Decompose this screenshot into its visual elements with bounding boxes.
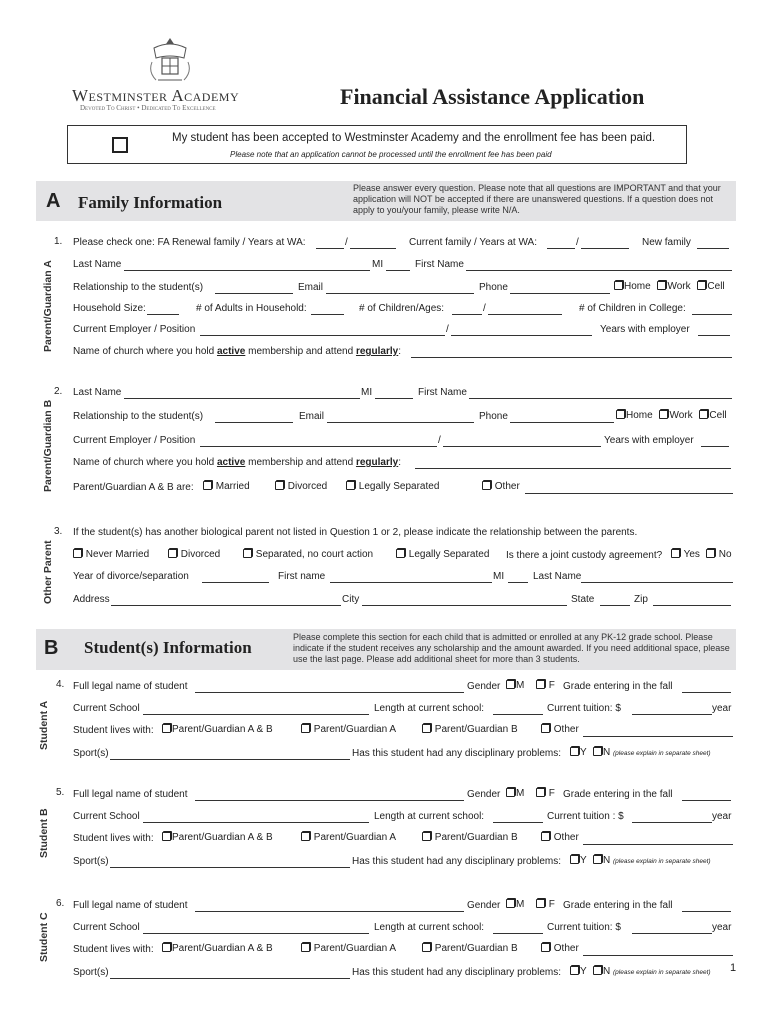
lives-a-checkbox-c[interactable] <box>301 943 310 952</box>
gender-m-label-a: M <box>516 680 525 691</box>
mi-label-b: MI <box>361 387 373 398</box>
first-name-field-b[interactable] <box>469 398 732 399</box>
children-label: # of Children/Ages: <box>359 303 445 314</box>
q-number-a: 4. <box>56 679 65 690</box>
discipline-label-c: Has this student had any disciplinary problems: <box>352 967 561 978</box>
marital-status-label: Parent/Guardian A & B are: <box>73 482 194 493</box>
mi-label-a: MI <box>372 259 384 270</box>
years-employer-field-b[interactable] <box>701 446 729 447</box>
city-label: City <box>342 594 360 605</box>
lives-ab-c[interactable] <box>162 943 273 954</box>
first-name-label-b: First Name <box>418 387 467 398</box>
school-field-b[interactable] <box>143 822 369 823</box>
custody-no-label: No <box>718 549 732 560</box>
other-first-label: First name <box>278 571 326 582</box>
gender-f-label-b: F <box>548 788 555 799</box>
position-field-a[interactable] <box>451 335 592 336</box>
disc-explain-b: (please explain in separate sheet) <box>613 858 711 865</box>
lives-ab-checkbox-b[interactable] <box>162 832 171 841</box>
email-label-a: Email <box>298 282 324 293</box>
lives-ab-checkbox-a[interactable] <box>162 724 171 733</box>
school-label-c: Current School <box>73 922 140 933</box>
relationship-label-a: Relationship to the student(s) <box>73 282 204 293</box>
gender-m-checkbox-b[interactable] <box>506 788 515 797</box>
full-name-label-b: Full legal name of student <box>73 789 188 800</box>
mi-field-b[interactable] <box>375 398 413 399</box>
full-name-field-b[interactable] <box>195 800 464 801</box>
lives-ab-label-c: Parent/Guardian A & B <box>172 943 273 954</box>
work-checkbox-a[interactable] <box>657 281 666 290</box>
gender-f-checkbox-b[interactable] <box>536 788 545 797</box>
label-student-b: Student B <box>38 808 50 858</box>
q1-check-label: Please check one: FA Renewal family / Years at WA: <box>73 237 306 248</box>
page-title: Financial Assistance Application <box>340 84 645 109</box>
disc-y-b[interactable] <box>570 855 587 866</box>
tuition-label-b: Current tuition : $ <box>547 811 624 822</box>
full-name-field-a[interactable] <box>195 692 464 693</box>
divorced-checkbox[interactable] <box>275 481 284 490</box>
disc-explain-a: (please explain in separate sheet) <box>613 750 711 757</box>
lives-ab-label-b: Parent/Guardian A & B <box>172 832 273 843</box>
lives-b-b[interactable] <box>422 832 518 843</box>
school-label-b: Current School <box>73 811 140 822</box>
church-label-a: Name of church where you hold active membership and attend regularly: <box>73 346 401 357</box>
section-b-note: Please complete this section for each child that is admitted or enrolled at any PK-12 grade school. Please indicate if the student receives any scholarship and the amount awarded. If you need additional space, please use the last page. Please add additional sheet for more than 3 students. <box>293 632 730 664</box>
church-label-b: Name of church where you hold active membership and attend regularly: <box>73 457 401 468</box>
sep-court-option[interactable] <box>243 549 373 560</box>
disc-n-label-c: N <box>603 966 611 977</box>
divorced-label: Divorced <box>287 481 328 492</box>
years-employer-field-a[interactable] <box>698 335 730 336</box>
gender-f-c[interactable] <box>536 899 555 910</box>
tuition-field-c[interactable] <box>632 933 712 934</box>
q3-number: 3. <box>54 526 63 537</box>
lives-other-field-b[interactable] <box>583 844 733 845</box>
phone-field-b[interactable] <box>510 422 614 423</box>
gender-m-checkbox-a[interactable] <box>506 680 515 689</box>
custody-label: Is there a joint custody agreement? <box>506 550 663 561</box>
grade-field-c[interactable] <box>682 911 731 912</box>
relationship-field-b[interactable] <box>215 422 293 423</box>
lives-other-a[interactable] <box>541 724 579 735</box>
full-name-field-c[interactable] <box>195 911 464 912</box>
children-field-b[interactable] <box>488 314 562 315</box>
discipline-label-a: Has this student had any disciplinary problems: <box>352 748 561 759</box>
lives-b-checkbox-c[interactable] <box>422 943 431 952</box>
first-name-label-a: First Name <box>415 259 464 270</box>
disc-n-c[interactable] <box>593 966 711 977</box>
lives-b-a[interactable] <box>422 724 518 735</box>
school-tagline: Devoted To Christ • Dedicated To Excellence <box>80 104 216 112</box>
last-name-label-b: Last Name <box>73 387 122 398</box>
phone-field-a[interactable] <box>510 293 610 294</box>
school-label-a: Current School <box>73 703 140 714</box>
lives-other-c[interactable] <box>541 943 579 954</box>
length-label-a: Length at current school: <box>374 703 485 714</box>
divorce-year-field[interactable] <box>202 582 269 583</box>
disc-n-checkbox-c[interactable] <box>593 966 602 975</box>
lives-label-a: Student lives with: <box>73 725 154 736</box>
tuition-field-a[interactable] <box>632 714 712 715</box>
sports-field-a[interactable] <box>110 759 350 760</box>
separated-checkbox[interactable] <box>346 481 355 490</box>
legal-sep-option[interactable] <box>396 549 489 560</box>
q-number-c: 6. <box>56 898 65 909</box>
legal-sep-label: Legally Separated <box>408 549 490 560</box>
adults-field[interactable] <box>311 314 344 315</box>
custody-yes-checkbox[interactable] <box>671 549 680 558</box>
sep-court-checkbox[interactable] <box>243 549 252 558</box>
current-family-label: Current family / Years at WA: <box>409 237 538 248</box>
section-a-header <box>36 181 736 221</box>
cell-checkbox-a[interactable] <box>697 281 706 290</box>
email-label-b: Email <box>299 411 325 422</box>
state-field[interactable] <box>600 605 630 606</box>
email-field-a[interactable] <box>326 293 474 294</box>
lives-ab-b[interactable] <box>162 832 273 843</box>
divorced-label-3: Divorced <box>180 549 221 560</box>
never-married-option[interactable] <box>73 549 149 560</box>
lives-ab-a[interactable] <box>162 724 273 735</box>
renewal-years-b[interactable] <box>350 248 396 249</box>
renewal-years-a[interactable] <box>316 248 344 249</box>
home-label-b: Home <box>626 410 653 421</box>
length-field-b[interactable] <box>493 822 543 823</box>
sports-field-c[interactable] <box>110 978 350 979</box>
section-a-title: Family Information <box>78 193 223 212</box>
discipline-label-b: Has this student had any disciplinary problems: <box>352 856 561 867</box>
lives-other-label-c: Other <box>553 943 579 954</box>
lives-other-checkbox-a[interactable] <box>541 724 550 733</box>
home-label-a: Home <box>624 281 651 292</box>
home-checkbox-b[interactable] <box>616 410 625 419</box>
phone-label-b: Phone <box>479 411 508 422</box>
length-label-b: Length at current school: <box>374 811 485 822</box>
enrollment-box <box>67 125 687 164</box>
sports-label-c: Sport(s) <box>73 967 109 978</box>
cell-checkbox-b[interactable] <box>699 410 708 419</box>
school-field-c[interactable] <box>143 933 369 934</box>
disc-y-checkbox-c[interactable] <box>570 966 579 975</box>
disc-explain-c: (please explain in separate sheet) <box>613 969 711 976</box>
divorced-option[interactable] <box>275 481 327 492</box>
grade-field-b[interactable] <box>682 800 731 801</box>
gender-m-b[interactable] <box>506 788 524 799</box>
disc-n-label-a: N <box>603 747 611 758</box>
married-checkbox[interactable] <box>203 481 212 490</box>
separated-option[interactable] <box>346 481 439 492</box>
sep-court-label: Separated, no court action <box>255 549 374 560</box>
last-name-field-b[interactable] <box>124 398 360 399</box>
gender-m-label-b: M <box>516 788 525 799</box>
first-name-field-a[interactable] <box>466 270 732 271</box>
full-name-label-a: Full legal name of student <box>73 681 188 692</box>
section-b-title: Student(s) Information <box>84 638 252 657</box>
married-option[interactable] <box>203 481 250 492</box>
zip-label: Zip <box>634 594 648 605</box>
custody-yes-option[interactable] <box>671 549 700 560</box>
lives-a-a[interactable] <box>301 724 396 735</box>
cell-label-a: Cell <box>707 281 725 292</box>
gender-m-c[interactable] <box>506 899 524 910</box>
disc-n-a[interactable] <box>593 747 711 758</box>
disc-n-b[interactable] <box>593 855 711 866</box>
label-student-c: Student C <box>38 912 50 962</box>
lives-b-c[interactable] <box>422 943 518 954</box>
disc-y-label-c: Y <box>580 966 587 977</box>
employer-label-b: Current Employer / Position <box>73 435 196 446</box>
other-status-checkbox[interactable] <box>482 481 491 490</box>
home-checkbox-a[interactable] <box>614 281 623 290</box>
employer-field-b[interactable] <box>200 446 437 447</box>
married-label: Married <box>215 481 250 492</box>
enrollment-checkbox[interactable] <box>112 137 128 153</box>
work-checkbox-b[interactable] <box>659 410 668 419</box>
lives-ab-checkbox-c[interactable] <box>162 943 171 952</box>
lives-b-label-c: Parent/Guardian B <box>434 943 518 954</box>
school-field-a[interactable] <box>143 714 369 715</box>
enrollment-statement: My student has been accepted to Westminster Academy and the enrollment fee has been paid. <box>172 132 656 144</box>
address-field[interactable] <box>111 605 341 606</box>
employer-label-a: Current Employer / Position <box>73 324 196 335</box>
q1-row1 <box>73 237 306 248</box>
divorced-option-3[interactable] <box>168 549 220 560</box>
college-field[interactable] <box>692 314 732 315</box>
lives-a-label-b: Parent/Guardian A <box>313 832 397 843</box>
current-years-b[interactable] <box>581 248 629 249</box>
grade-field-a[interactable] <box>682 692 731 693</box>
church-field-a[interactable] <box>411 357 732 358</box>
divorced-checkbox-3[interactable] <box>168 549 177 558</box>
lives-other-label-a: Other <box>553 724 579 735</box>
gender-f-a[interactable] <box>536 680 555 691</box>
work-label-a: Work <box>667 281 691 292</box>
disc-y-c[interactable] <box>570 966 587 977</box>
work-label-b: Work <box>669 410 693 421</box>
gender-label-b: Gender <box>467 789 501 800</box>
label-parent-a: Parent/Guardian A <box>42 260 54 352</box>
disc-y-a[interactable] <box>570 747 587 758</box>
tuition-year-b: year <box>712 811 732 822</box>
sports-label-b: Sport(s) <box>73 856 109 867</box>
years-employer-label-b: Years with employer <box>604 435 694 446</box>
other-last-field[interactable] <box>581 582 733 583</box>
separated-label: Legally Separated <box>358 481 440 492</box>
disc-y-label-b: Y <box>580 855 587 866</box>
phone-type-a <box>614 281 725 292</box>
household-field[interactable] <box>147 314 179 315</box>
lives-other-label-b: Other <box>553 832 579 843</box>
q3-text: If the student(s) has another biological parent not listed in Question 1 or 2, please indicate the relationship between the parents. <box>73 527 638 538</box>
phone-type-b <box>616 410 727 421</box>
state-label: State <box>571 594 595 605</box>
tuition-label-c: Current tuition: $ <box>547 922 621 933</box>
q-number-b: 5. <box>56 787 65 798</box>
lives-b-label-a: Parent/Guardian B <box>434 724 518 735</box>
position-field-b[interactable] <box>443 446 601 447</box>
lives-b-checkbox-a[interactable] <box>422 724 431 733</box>
lives-other-checkbox-b[interactable] <box>541 832 550 841</box>
tuition-field-b[interactable] <box>632 822 712 823</box>
q2-number: 2. <box>54 386 63 397</box>
phone-label-a: Phone <box>479 282 508 293</box>
q1-number: 1. <box>54 236 63 247</box>
last-name-label-a: Last Name <box>73 259 122 270</box>
never-married-label: Never Married <box>85 549 150 560</box>
address-label: Address <box>73 594 110 605</box>
lives-a-label-a: Parent/Guardian A <box>313 724 397 735</box>
custody-no-option[interactable] <box>706 549 732 560</box>
disc-y-checkbox-a[interactable] <box>570 747 579 756</box>
other-mi-label: MI <box>493 571 505 582</box>
gender-m-a[interactable] <box>506 680 524 691</box>
last-name-field-a[interactable] <box>124 270 370 271</box>
other-status-label: Other <box>494 481 520 492</box>
lives-label-c: Student lives with: <box>73 944 154 955</box>
section-a-letter: A <box>46 190 61 212</box>
church-field-b[interactable] <box>415 468 731 469</box>
school-name: Westminster Academy <box>72 86 240 105</box>
crest-icon <box>148 36 192 86</box>
gender-f-label-c: F <box>548 899 555 910</box>
school-logo <box>70 36 275 114</box>
disc-y-label-a: Y <box>580 747 587 758</box>
disc-n-checkbox-b[interactable] <box>593 855 602 864</box>
label-other-parent: Other Parent <box>42 540 54 604</box>
children-field-a[interactable] <box>452 314 482 315</box>
disc-n-checkbox-a[interactable] <box>593 747 602 756</box>
mi-field-a[interactable] <box>386 270 410 271</box>
gender-f-checkbox-c[interactable] <box>536 899 545 908</box>
lives-a-checkbox-a[interactable] <box>301 724 310 733</box>
section-a-note: Please answer every question. Please note that all questions are IMPORTANT and that your application will NOT be accepted if there are unanswered questions. If a question does not apply to you/your family, please write N/A. <box>353 183 721 215</box>
other-last-label: Last Name <box>533 571 582 582</box>
adults-label: # of Adults in Household: <box>196 303 307 314</box>
length-field-a[interactable] <box>493 714 543 715</box>
lives-ab-label-a: Parent/Guardian A & B <box>172 724 273 735</box>
section-b-letter: B <box>44 637 59 659</box>
household-label: Household Size: <box>73 303 146 314</box>
grade-label-c: Grade entering in the fall <box>563 900 673 911</box>
other-status-option[interactable] <box>482 481 520 492</box>
lives-a-c[interactable] <box>301 943 396 954</box>
page-number: 1 <box>730 962 737 974</box>
gender-m-checkbox-c[interactable] <box>506 899 515 908</box>
city-field[interactable] <box>362 605 567 606</box>
lives-other-field-c[interactable] <box>583 955 733 956</box>
lives-other-checkbox-c[interactable] <box>541 943 550 952</box>
legal-sep-checkbox[interactable] <box>396 549 405 558</box>
lives-a-b[interactable] <box>301 832 396 843</box>
disc-n-label-b: N <box>603 855 611 866</box>
section-b-header <box>36 629 736 670</box>
divorce-year-label: Year of divorce/separation <box>73 571 189 582</box>
never-married-checkbox[interactable] <box>73 549 82 558</box>
gender-label-c: Gender <box>467 900 501 911</box>
disc-y-checkbox-b[interactable] <box>570 855 579 864</box>
zip-field[interactable] <box>653 605 731 606</box>
gender-f-checkbox-a[interactable] <box>536 680 545 689</box>
full-name-label-c: Full legal name of student <box>73 900 188 911</box>
email-field-b[interactable] <box>327 422 474 423</box>
new-family-field[interactable] <box>697 248 729 249</box>
sports-field-b[interactable] <box>110 867 350 868</box>
lives-b-checkbox-b[interactable] <box>422 832 431 841</box>
grade-label-a: Grade entering in the fall <box>563 681 673 692</box>
gender-label-a: Gender <box>467 681 501 692</box>
length-field-c[interactable] <box>493 933 543 934</box>
sports-label-a: Sport(s) <box>73 748 109 759</box>
tuition-label-a: Current tuition: $ <box>547 703 621 714</box>
lives-other-b[interactable] <box>541 832 579 843</box>
tuition-year-c: year <box>712 922 732 933</box>
lives-a-checkbox-b[interactable] <box>301 832 310 841</box>
lives-a-label-c: Parent/Guardian A <box>313 943 397 954</box>
relationship-label-b: Relationship to the student(s) <box>73 411 204 422</box>
lives-b-label-b: Parent/Guardian B <box>434 832 518 843</box>
enrollment-note: Please note that an application cannot be processed until the enrollment fee has been paid <box>230 150 552 159</box>
relationship-field-a[interactable] <box>215 293 293 294</box>
lives-label-b: Student lives with: <box>73 833 154 844</box>
custody-no-checkbox[interactable] <box>706 549 715 558</box>
gender-f-b[interactable] <box>536 788 555 799</box>
tuition-year-a: year <box>712 703 732 714</box>
label-parent-b: Parent/Guardian B <box>42 399 54 492</box>
gender-f-label-a: F <box>548 680 555 691</box>
college-label: # of Children in College: <box>579 303 686 314</box>
years-employer-label-a: Years with employer <box>600 324 690 335</box>
gender-m-label-c: M <box>516 899 525 910</box>
other-first-field[interactable] <box>330 582 492 583</box>
grade-label-b: Grade entering in the fall <box>563 789 673 800</box>
label-student-a: Student A <box>38 700 50 750</box>
lives-other-field-a[interactable] <box>583 736 733 737</box>
new-family-label: New family <box>642 237 691 248</box>
custody-yes-label: Yes <box>683 549 700 560</box>
employer-field-a[interactable] <box>200 335 445 336</box>
cell-label-b: Cell <box>709 410 727 421</box>
length-label-c: Length at current school: <box>374 922 485 933</box>
other-mi-field[interactable] <box>508 582 528 583</box>
current-years-a[interactable] <box>547 248 575 249</box>
other-status-field[interactable] <box>525 493 733 494</box>
